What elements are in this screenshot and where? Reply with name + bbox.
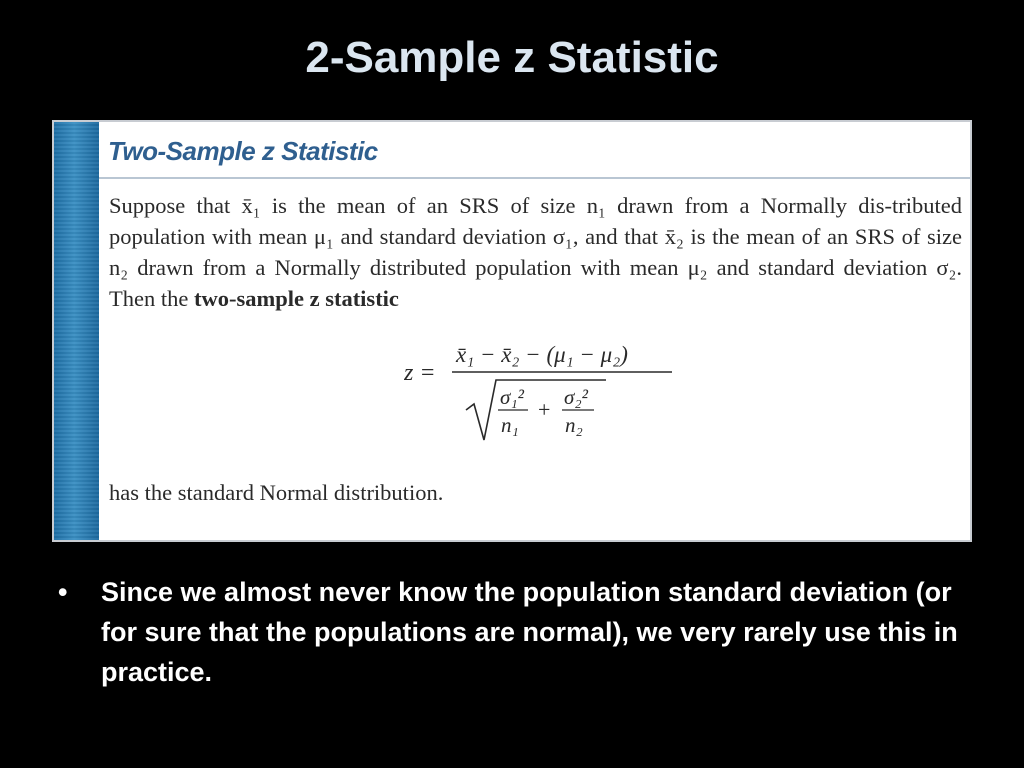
definition-box bbox=[52, 120, 972, 542]
definition-bold-term: two-sample z statistic bbox=[193, 286, 399, 311]
slide-title: 2-Sample z Statistic bbox=[305, 33, 719, 82]
definition-text-part2: ₁ is the mean of an SRS of size n₁ drawn from a Normally dis-tributed population with mean μ₁ and standard deviation σ₁, and that x̄₂ is the mean of an SRS of size n₂ drawn from a Normally distributed population with mean μ₂ and standard deviation σ₂. Then the bbox=[109, 193, 963, 311]
formula-numerator: x̄₁ − x̄₂ − (μ₁ − μ₂) bbox=[456, 342, 628, 367]
z-formula bbox=[404, 340, 684, 455]
box-header bbox=[99, 122, 970, 179]
term2-denominator: n₂ bbox=[565, 413, 583, 437]
box-heading: Two-Sample z Statistic bbox=[108, 136, 378, 166]
bullet-list bbox=[58, 572, 978, 692]
z-formula-graphic bbox=[404, 340, 684, 450]
term1-numerator: σ₁² bbox=[500, 385, 524, 409]
closing-line: has the standard Normal distribution. bbox=[109, 480, 444, 505]
term2-numerator: σ₂² bbox=[564, 385, 588, 409]
definition-text bbox=[109, 190, 962, 314]
box-stripe-texture bbox=[54, 122, 99, 540]
bullet-item bbox=[58, 572, 978, 692]
formula-lhs: z = bbox=[404, 360, 436, 386]
term1-denominator: n₁ bbox=[501, 413, 519, 437]
bullet-marker: • bbox=[58, 577, 68, 607]
formula-plus: + bbox=[538, 397, 551, 422]
bullet-text: Since we almost never know the population standard deviation (or for sure that the populations are normal), we very rarely use this in practice. bbox=[101, 577, 958, 687]
definition-text-part1: Suppose that x̄ bbox=[109, 193, 253, 218]
